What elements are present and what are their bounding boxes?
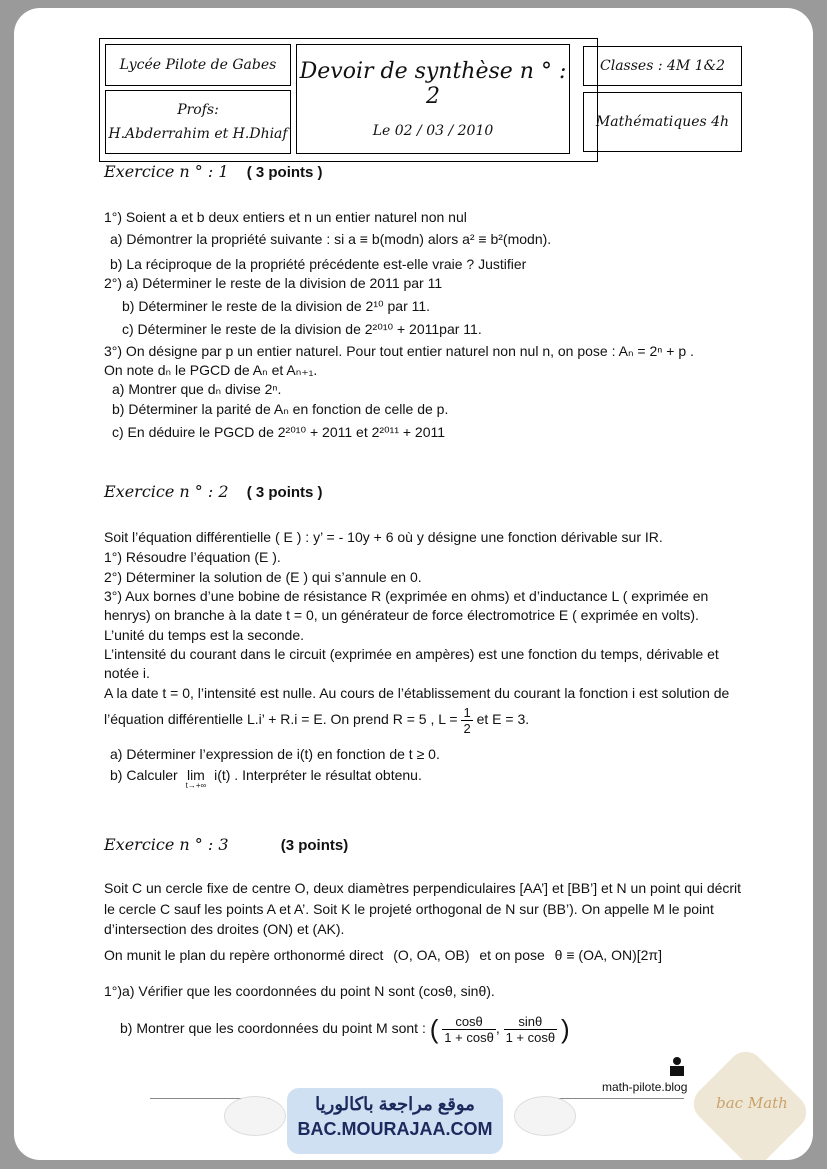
subject-label: Mathématiques 4h <box>595 114 730 130</box>
exercise-2-title: Exercice n ° : 2 <box>104 482 229 501</box>
left-paren: ( <box>429 1014 439 1044</box>
exercise-1-title: Exercice n ° : 1 <box>104 162 229 181</box>
ex3-text: On munit le plan du repère orthonormé direct <box>104 947 384 963</box>
class-label: Classes : 4M 1&2 <box>600 58 725 74</box>
ex3-line: 1°)a) Vérifier que les coordonnées du point N sont (cosθ, sinθ). <box>104 983 495 999</box>
ex1-line: 3°) On désigne par p un entier naturel. Pour tout entier naturel non nul n, on pose : Aₙ = 2ⁿ + p . <box>104 343 694 359</box>
ex3-line-coords: b) Montrer que les coordonnées du point M sont : ( $\frac{\cos\theta}{1 + \cos\theta}$ , $\frac{\sin\theta}{1 + \cos\theta}$ ) <box>120 1014 570 1045</box>
ex1-line: c) En déduire le PGCD de 2²⁰¹⁰ + 2011 et 2²⁰¹¹ + 2011 <box>112 424 446 440</box>
ex1-line: 2°) a) Déterminer le reste de la division de 2011 par 11 <box>104 275 443 291</box>
ex3-line: Soit C un cercle fixe de centre O, deux diamètres perpendiculaires [AA’] et [BB’] et N un point qui décrit <box>104 880 742 896</box>
ex1-line: b) Déterminer le reste de la division de 2¹⁰ par 11. <box>122 298 431 314</box>
right-paren: ) <box>561 1014 570 1044</box>
ex1-line: 1°) Soient a et b deux entiers et n un entier naturel non nul <box>104 209 467 225</box>
footer-divider <box>554 1098 684 1099</box>
exercise-2-points: ( 3 points ) <box>246 484 323 501</box>
ex1-line: b) Déterminer la parité de Aₙ en fonction de celle de p. <box>112 401 449 417</box>
ex2-line: A la date t = 0, l’intensité est nulle. Au cours de l’établissement du courant la fonction i est solution de <box>104 685 730 701</box>
badge-icon <box>224 1096 286 1136</box>
subject-box <box>583 92 742 152</box>
ex2-line-fraction <box>104 705 529 736</box>
fraction-numerator: sinθ <box>504 1014 558 1030</box>
school-box <box>105 44 291 86</box>
title-box <box>296 44 570 154</box>
site-banner[interactable] <box>287 1088 503 1154</box>
ex3-text: b) Montrer que les coordonnées du point M sont : <box>120 1020 426 1037</box>
ex2-line: notée i. <box>104 665 150 681</box>
ex3-text: et on pose <box>479 947 545 963</box>
school-name: Lycée Pilote de Gabes <box>119 57 277 73</box>
fraction-y <box>504 1014 558 1045</box>
profs-label: Profs: <box>177 102 219 118</box>
ex2-line: Soit l’équation différentielle ( E ) : y’ = - 10y + 6 où y désigne une fonction dérivable sur IR. <box>104 529 663 545</box>
fraction-numerator: 1 <box>463 705 471 720</box>
banner-url: BAC.MOURAJAA.COM <box>297 1119 493 1139</box>
ex1-line: c) Déterminer le reste de la division de 2²⁰¹⁰ + 2011par 11. <box>122 321 482 337</box>
ex1-line: b) La réciproque de la propriété précédente est-elle vraie ? Justifier <box>110 256 527 272</box>
ex2-line: 1°) Résoudre l’équation (E ). <box>104 549 281 565</box>
header-frame <box>99 38 598 162</box>
fraction-x <box>442 1014 496 1045</box>
badge-icon <box>514 1096 576 1136</box>
ex2-line: L’unité du temps est la seconde. <box>104 627 305 643</box>
ex1-line: a) Montrer que dₙ divise 2ⁿ. <box>112 381 282 397</box>
fraction-denominator: 1 + cosθ <box>505 1030 556 1045</box>
angle-notation: θ ≡ (OA, ON)[2π] <box>554 947 662 963</box>
fraction-denominator: 1 + cosθ <box>444 1030 494 1045</box>
exercise-1-heading <box>104 162 323 181</box>
ex3-line: le cercle C sauf les points A et A’. Soit K le projeté orthogonal de N sur (BB’). On appelle M le point <box>104 901 714 917</box>
exercise-1-points: ( 3 points ) <box>246 164 323 181</box>
limit-symbol: lim <box>186 767 205 783</box>
reader-icon <box>666 1056 688 1078</box>
exam-title: Devoir de synthèse n ° : 2 <box>299 59 567 109</box>
ex2-line: a) Déterminer l’expression de i(t) en fonction de t ≥ 0. <box>110 746 440 762</box>
bac-math-logo-text: bac Math <box>716 1094 788 1112</box>
ex2-line: 3°) Aux bornes d’une bobine de résistance R (exprimée en ohms) et d’inductance L ( exprimée en <box>104 588 709 604</box>
ex2-text: b) Calculer <box>110 767 178 783</box>
fraction-L <box>461 705 472 736</box>
ex2-line: L’intensité du courant dans le circuit (exprimée en ampères) est une fonction du temps, dérivable et <box>104 646 719 662</box>
exam-date: Le 02 / 03 / 2010 <box>372 123 494 139</box>
exercise-2-heading <box>104 482 323 501</box>
ex1-line: a) Démontrer la propriété suivante : si a ≡ b(modn) alors a² ≡ b²(modn). <box>110 231 552 247</box>
limit-operator <box>186 767 207 790</box>
exercise-3-points: (3 points) <box>280 837 349 854</box>
frame-notation: (O, OA, OB) <box>393 947 470 963</box>
site-label[interactable]: math-pilote.blog <box>602 1080 688 1094</box>
profs-names: H.Abderrahim et H.Dhiaf <box>108 126 288 142</box>
ex3-line: d’intersection des droites (ON) et (AK). <box>104 921 345 937</box>
document-page <box>14 8 813 1160</box>
fraction-denominator: 2 <box>463 721 471 736</box>
banner-arabic: موقع مراجعة باكالوريا <box>315 1094 475 1114</box>
limit-subscript: t→+∞ <box>185 781 207 790</box>
ex3-line-frame <box>104 947 662 963</box>
exercise-3-title: Exercice n ° : 3 <box>104 835 229 854</box>
ex2-line: 2°) Déterminer la solution de (E ) qui s’annule en 0. <box>104 569 422 585</box>
ex2-text: l’équation différentielle L.i’ + R.i = E. On prend R = 5 , L = <box>104 711 458 728</box>
exercise-3-heading <box>104 835 348 854</box>
profs-box <box>105 90 291 154</box>
ex2-line-limit <box>110 767 422 790</box>
class-box <box>583 46 742 86</box>
ex2-line: henrys) on branche à la date t = 0, un générateur de force électromotrice E ( exprimée en volts). <box>104 607 699 623</box>
ex2-text: i(t) . Interpréter le résultat obtenu. <box>214 767 422 783</box>
ex2-text: et E = 3. <box>476 711 530 728</box>
ex1-line: On note dₙ le PGCD de Aₙ et Aₙ₊₁. <box>104 362 318 378</box>
fraction-numerator: cosθ <box>442 1014 496 1030</box>
